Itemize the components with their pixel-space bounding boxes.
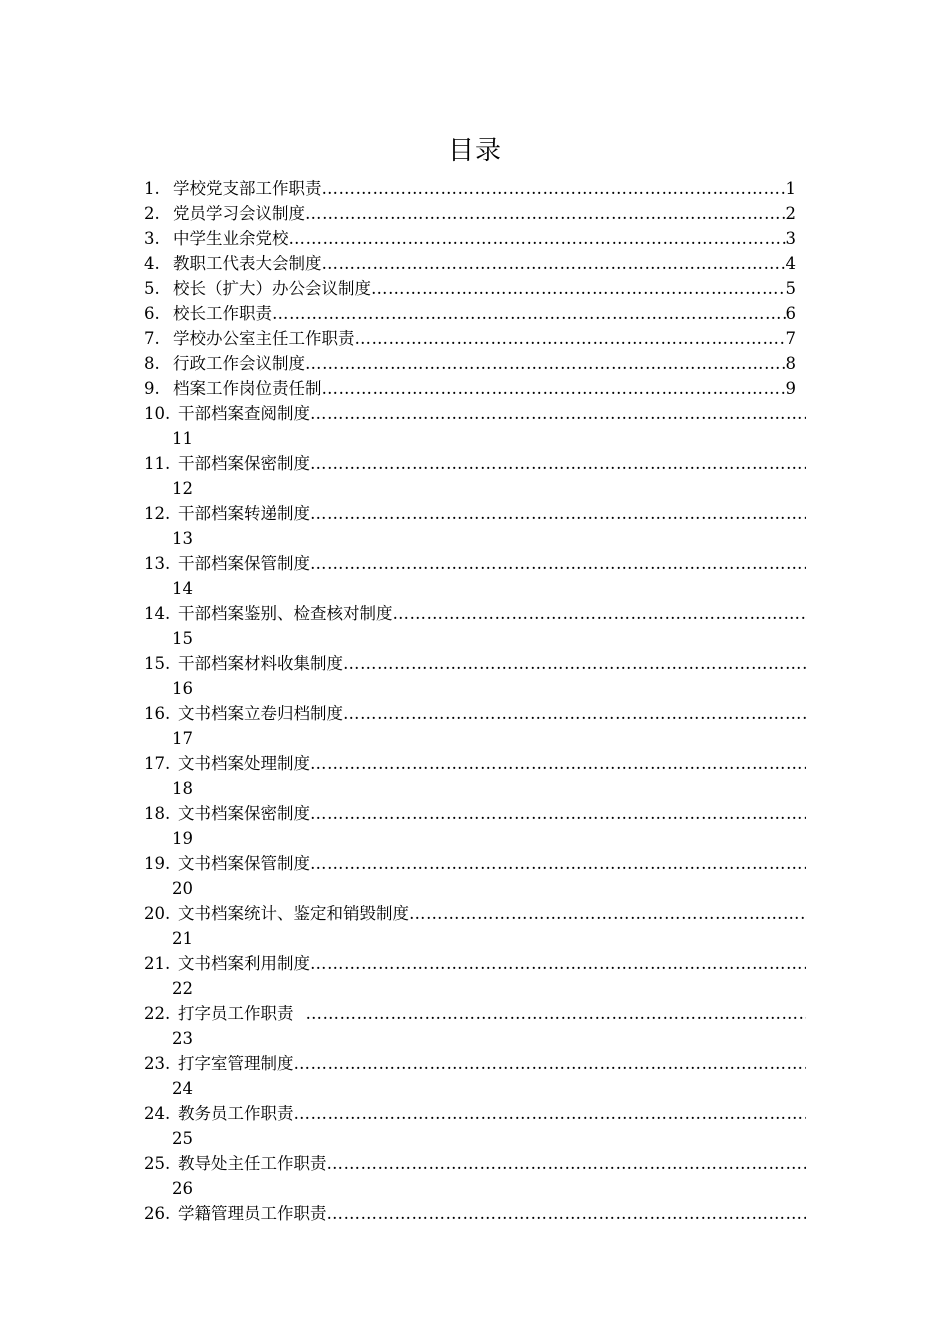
- toc-entry-number: 6.: [144, 304, 160, 323]
- toc-entry[interactable]: [144, 751, 806, 801]
- dot-leader: [305, 201, 786, 226]
- toc-entry[interactable]: [144, 326, 806, 351]
- toc-entry-page: 24: [172, 1079, 193, 1098]
- dot-leader: [343, 701, 806, 726]
- toc-entry-title: 教务员工作职责: [178, 1104, 294, 1123]
- toc-entry-number: 7.: [144, 329, 160, 348]
- toc-entry[interactable]: [144, 1051, 806, 1101]
- toc-entry[interactable]: [144, 851, 806, 901]
- toc-entry-number: 9.: [144, 379, 160, 398]
- toc-entry-number: 21.: [144, 954, 171, 973]
- toc-entry-page: 21: [172, 929, 193, 948]
- toc-entry-page: 6: [785, 304, 796, 323]
- toc-entry-number: 2.: [144, 204, 160, 223]
- toc-entry[interactable]: [144, 701, 806, 751]
- dot-leader: [289, 226, 786, 251]
- toc-entry-title: 文书档案处理制度: [178, 754, 310, 773]
- toc-entry-title: 文书档案保管制度: [178, 854, 310, 873]
- dot-leader: [294, 1051, 807, 1076]
- table-of-contents: [144, 176, 806, 1226]
- dot-leader: [327, 1201, 807, 1226]
- toc-entry-title: 文书档案立卷归档制度: [178, 704, 343, 723]
- toc-entry[interactable]: [144, 551, 806, 601]
- toc-entry-page: 13: [172, 529, 193, 548]
- toc-entry-title: 教导处主任工作职责: [178, 1154, 327, 1173]
- toc-entry[interactable]: [144, 401, 806, 451]
- toc-entry-title: 干部档案鉴别、检查核对制度: [178, 604, 393, 623]
- toc-entry-title: 党员学习会议制度: [173, 204, 305, 223]
- dot-leader: [310, 751, 806, 776]
- toc-entry[interactable]: [144, 801, 806, 851]
- toc-entry-number: 18.: [144, 804, 171, 823]
- toc-entry-title: 文书档案保密制度: [178, 804, 310, 823]
- toc-entry[interactable]: [144, 901, 806, 951]
- toc-entry[interactable]: [144, 1151, 806, 1201]
- toc-entry-page: 2: [785, 204, 796, 223]
- toc-entry[interactable]: [144, 376, 806, 401]
- toc-entry-number: 8.: [144, 354, 160, 373]
- dot-leader: [310, 551, 806, 576]
- dot-leader: [343, 651, 806, 676]
- toc-entry-page: 9: [785, 379, 796, 398]
- toc-entry-page: 25: [172, 1129, 193, 1148]
- dot-leader: [310, 951, 806, 976]
- toc-entry-page: 19: [172, 829, 193, 848]
- dot-leader: [393, 601, 807, 626]
- toc-entry-number: 13.: [144, 554, 171, 573]
- toc-entry-page: 18: [172, 779, 193, 798]
- dot-leader: [355, 326, 786, 351]
- dot-leader: [322, 176, 786, 201]
- toc-entry[interactable]: [144, 951, 806, 1001]
- toc-entry-number: 4.: [144, 254, 160, 273]
- toc-entry[interactable]: [144, 451, 806, 501]
- toc-entry-title: 档案工作岗位责任制: [173, 379, 322, 398]
- toc-entry-title: 打字室管理制度: [178, 1054, 294, 1073]
- dot-leader: [272, 301, 786, 326]
- toc-entry[interactable]: [144, 601, 806, 651]
- toc-entry-title: 干部档案材料收集制度: [178, 654, 343, 673]
- toc-entry-title: 干部档案保密制度: [178, 454, 310, 473]
- dot-leader: [310, 451, 806, 476]
- toc-entry-title: 打字员工作职责: [178, 1004, 294, 1023]
- toc-entry-page: 20: [172, 879, 193, 898]
- dot-leader: [322, 251, 786, 276]
- toc-entry-title: 学籍管理员工作职责: [178, 1204, 327, 1223]
- toc-entry-page: 23: [172, 1029, 193, 1048]
- toc-entry-number: 14.: [144, 604, 171, 623]
- toc-entry-number: 16.: [144, 704, 171, 723]
- toc-entry-number: 15.: [144, 654, 171, 673]
- toc-entry-page: 15: [172, 629, 193, 648]
- toc-entry-number: 11.: [144, 454, 171, 473]
- dot-leader: [327, 1151, 807, 1176]
- toc-entry[interactable]: [144, 226, 806, 251]
- toc-entry-number: 24.: [144, 1104, 171, 1123]
- dot-leader: [310, 851, 806, 876]
- dot-leader: [371, 276, 786, 301]
- toc-entry-title: 文书档案统计、鉴定和销毁制度: [178, 904, 409, 923]
- toc-entry-number: 3.: [144, 229, 160, 248]
- toc-entry[interactable]: [144, 1001, 806, 1051]
- toc-entry-number: 25.: [144, 1154, 171, 1173]
- dot-leader: [310, 501, 806, 526]
- page-title: 目录: [447, 136, 502, 166]
- dot-leader: [306, 1001, 807, 1026]
- toc-entry-page: 17: [172, 729, 193, 748]
- toc-entry-page: 5: [785, 279, 796, 298]
- toc-entry-title: 文书档案利用制度: [178, 954, 310, 973]
- toc-entry[interactable]: [144, 176, 806, 201]
- toc-entry[interactable]: [144, 301, 806, 326]
- toc-entry-page: 12: [172, 479, 193, 498]
- toc-entry-page: 26: [172, 1179, 193, 1198]
- toc-entry-title: 中学生业余党校: [173, 229, 289, 248]
- toc-entry-page: 14: [172, 579, 193, 598]
- toc-entry-title: 教职工代表大会制度: [173, 254, 322, 273]
- toc-entry-page: 8: [785, 354, 796, 373]
- toc-entry-page: 3: [785, 229, 796, 248]
- toc-entry-page: 7: [785, 329, 796, 348]
- toc-entry-page: 1: [785, 179, 796, 198]
- toc-entry-title: 行政工作会议制度: [173, 354, 305, 373]
- toc-entry-number: 10.: [144, 404, 171, 423]
- dot-leader: [310, 801, 806, 826]
- toc-entry[interactable]: [144, 201, 806, 226]
- toc-entry-title: 干部档案查阅制度: [178, 404, 310, 423]
- toc-entry[interactable]: [144, 501, 806, 551]
- toc-entry-number: 17.: [144, 754, 171, 773]
- toc-entry[interactable]: [144, 1101, 806, 1151]
- toc-entry-page: 22: [172, 979, 193, 998]
- toc-entry-number: 22.: [144, 1004, 171, 1023]
- toc-entry-page: 16: [172, 679, 193, 698]
- toc-entry-title: 校长（扩大）办公会议制度: [173, 279, 371, 298]
- toc-entry[interactable]: [144, 351, 806, 376]
- toc-entry-number: 20.: [144, 904, 171, 923]
- dot-leader: [409, 901, 806, 926]
- toc-entry-number: 12.: [144, 504, 171, 523]
- dot-leader: [310, 401, 806, 426]
- toc-entry-number: 26.: [144, 1204, 171, 1223]
- toc-entry-number: 19.: [144, 854, 171, 873]
- toc-entry-title: 学校党支部工作职责: [173, 179, 322, 198]
- toc-entry-number: 23.: [144, 1054, 171, 1073]
- toc-entry-page: 11: [172, 429, 193, 448]
- toc-entry-title: 校长工作职责: [173, 304, 272, 323]
- toc-entry-number: 1.: [144, 179, 160, 198]
- toc-entry[interactable]: [144, 1201, 806, 1226]
- dot-leader: [322, 376, 786, 401]
- toc-entry-title: 干部档案保管制度: [178, 554, 310, 573]
- toc-entry[interactable]: [144, 251, 806, 276]
- toc-entry-title: 干部档案转递制度: [178, 504, 310, 523]
- toc-entry[interactable]: [144, 651, 806, 701]
- toc-entry-title: 学校办公室主任工作职责: [173, 329, 355, 348]
- toc-entry[interactable]: [144, 276, 806, 301]
- dot-leader: [305, 351, 786, 376]
- toc-entry-page: 4: [785, 254, 796, 273]
- dot-leader: [294, 1101, 807, 1126]
- toc-entry-number: 5.: [144, 279, 160, 298]
